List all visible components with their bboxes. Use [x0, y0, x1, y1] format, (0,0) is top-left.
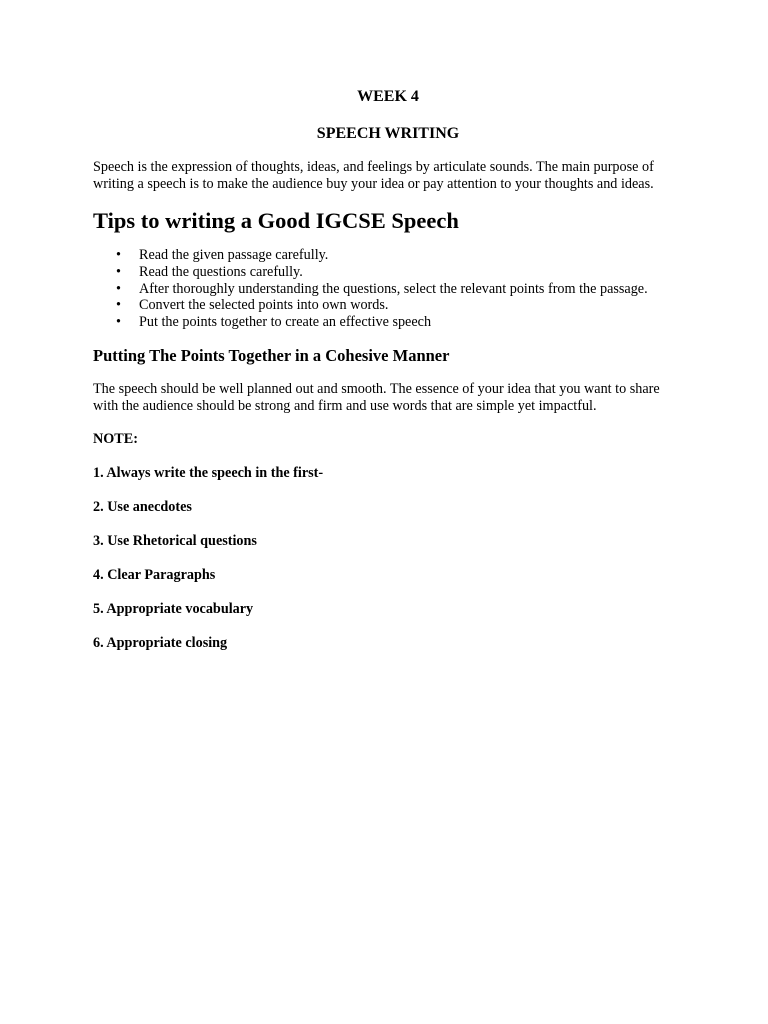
tip-text: Read the questions carefully. [139, 263, 303, 280]
tip-text: Convert the selected points into own words. [139, 297, 389, 314]
document-page [93, 86, 683, 652]
tip-text: Put the points together to create an effective speech [139, 314, 432, 331]
list-item [116, 280, 683, 298]
list-item [116, 263, 683, 281]
note-item: 2. Use anecdotes [93, 498, 192, 515]
note-item: 1. Always write the speech in the first- [93, 464, 324, 481]
bullet-icon: • [116, 280, 121, 297]
section-paragraph: The speech should be well planned out and smooth. The essence of your idea that you want to share with the audience should be strong and firm and use words that are simple yet impactful. [93, 380, 660, 414]
note-item: 4. Clear Paragraphs [93, 566, 216, 583]
note-item: 5. Appropriate vocabulary [93, 600, 254, 617]
note-label: NOTE: [93, 430, 138, 447]
bullet-icon: • [116, 247, 121, 263]
week-title: WEEK 4 [357, 88, 419, 105]
list-item [116, 297, 683, 314]
bullet-icon: • [116, 263, 121, 280]
tip-text: Read the given passage carefully. [139, 247, 329, 263]
list-item [116, 314, 683, 331]
tips-heading: Tips to writing a Good IGCSE Speech [93, 208, 459, 233]
note-item: 3. Use Rhetorical questions [93, 532, 257, 549]
section-heading: Putting The Points Together in a Cohesive Manner [93, 345, 450, 365]
tip-text: After thoroughly understanding the questions, select the relevant points from the passage. [139, 280, 648, 297]
tips-list [93, 247, 683, 331]
note-item: 6. Appropriate closing [93, 634, 228, 651]
bullet-icon: • [116, 314, 121, 331]
list-item [116, 247, 683, 264]
intro-paragraph: Speech is the expression of thoughts, ideas, and feelings by articulate sounds. The main purpose of writing a speech is to make the audience buy your idea or pay attention to your thoughts and ideas. [93, 159, 654, 192]
bullet-icon: • [116, 297, 121, 314]
subject-title: SPEECH WRITING [316, 125, 460, 142]
